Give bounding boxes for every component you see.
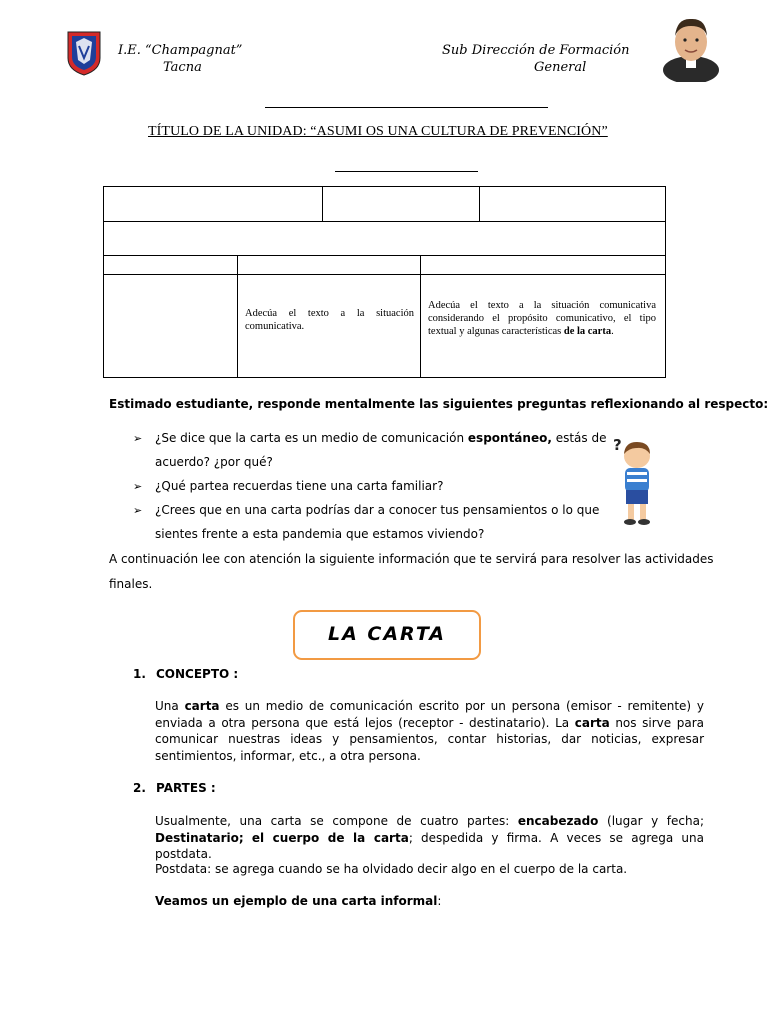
parts-text-1: Usualmente, una carta se compone de cuatro partes: (155, 814, 518, 828)
question-3-cont: sientes frente a esta pandemia que estamos viviendo? (155, 527, 485, 541)
concept-bold-1: carta (184, 699, 220, 713)
example-heading-end: : (437, 894, 442, 908)
table-divider (104, 221, 665, 222)
parts-paragraph (155, 813, 704, 863)
concept-heading: CONCEPTO : (156, 667, 239, 681)
concept-text-1: Una (155, 699, 185, 713)
school-name: I.E. “Champagnat” (118, 43, 243, 58)
table-divider (104, 274, 665, 275)
rubric-cell-right (428, 299, 656, 338)
postdata-text: Postdata: se agrega cuando se ha olvidado decir algo en el cuerpo de la carta. (155, 862, 628, 876)
department-name-cont: General (534, 60, 587, 75)
bullet-arrow-icon: ➢ (133, 481, 143, 493)
question-1 (155, 431, 606, 445)
section-title-box (293, 610, 481, 660)
concept-paragraph (155, 698, 704, 764)
table-divider (420, 256, 421, 377)
rubric-cell-middle: Adecúa el texto a la situación comunicativa. (245, 308, 414, 332)
parts-text-4: ; despedida y firma. A veces se agrega una postdata. (155, 830, 704, 861)
section-title: LA CARTA (327, 623, 447, 645)
concept-text-2: es un medio de comunicación escrito por un persona (emisor - remitente) y enviada a otra persona que está lejos (receptor - destinatario). La (155, 699, 704, 730)
question-1-text-end: estás de (551, 431, 607, 445)
table-divider (479, 187, 480, 221)
example-heading-bold: Veamos un ejemplo de una carta informal (155, 894, 438, 908)
founder-portrait (660, 12, 722, 82)
question-1-cont: acuerdo? ¿por qué? (155, 455, 273, 469)
concept-number: 1. (133, 667, 146, 681)
rubric-table (103, 255, 666, 378)
table-divider (237, 256, 238, 377)
bullet-arrow-icon: ➢ (133, 433, 143, 445)
concept-text-3: nos sirve para comunicar nuestras ideas y pensamientos, contar historias, dar noticias, expresar sentimientos, informar, etc., a otra persona. (155, 715, 705, 763)
info-table-top (103, 186, 666, 256)
signature-line (265, 107, 548, 108)
parts-text-3 (244, 831, 252, 845)
example-heading (155, 894, 441, 908)
bullet-arrow-icon: ➢ (133, 505, 143, 517)
question-3: ¿Crees que en una carta podrías dar a conocer tus pensamientos o lo que (155, 503, 600, 517)
parts-bold-1: encabezado (517, 814, 599, 828)
parts-text-2: (lugar y fecha; (598, 814, 705, 828)
divider-line (335, 171, 478, 172)
parts-number: 2. (133, 781, 146, 795)
school-crest-logo (66, 30, 102, 76)
school-city: Tacna (163, 60, 202, 75)
question-1-bold: espontáneo, (467, 431, 552, 445)
continuation-text: A continuación lee con atención la siguiente información que te servirá para resolver las actividades (109, 552, 714, 566)
question-1-text: ¿Se dice que la carta es un medio de comunicación (155, 431, 468, 445)
parts-heading: PARTES : (156, 781, 216, 795)
question-2: ¿Qué partea recuerdas tiene una carta familiar? (155, 479, 444, 493)
table-divider (322, 187, 323, 221)
rubric-cell-right-bold: de la carta (563, 326, 612, 337)
intro-text: Estimado estudiante, responde mentalmente las siguientes preguntas reflexionando al respecto: (109, 397, 768, 411)
parts-bold-2: Destinatario; (155, 830, 244, 845)
concept-bold-2: carta (574, 715, 610, 730)
thinking-boy-illustration (607, 432, 667, 532)
svg-text:?: ? (613, 436, 622, 454)
rubric-cell-right-end: . (611, 326, 614, 337)
continuation-text-cont: finales. (109, 577, 153, 591)
rubric-cell-right-text: Adecúa el texto a la situación comunicativa considerando el propósito comunicativo, el tipo textual y algunas características (428, 300, 656, 337)
parts-bold-3: el cuerpo de la carta (251, 830, 409, 845)
department-name: Sub Dirección de Formación (442, 43, 630, 58)
unit-title: TÍTULO DE LA UNIDAD: “ASUMI OS UNA CULTURA DE PREVENCIÓN” (148, 124, 608, 139)
